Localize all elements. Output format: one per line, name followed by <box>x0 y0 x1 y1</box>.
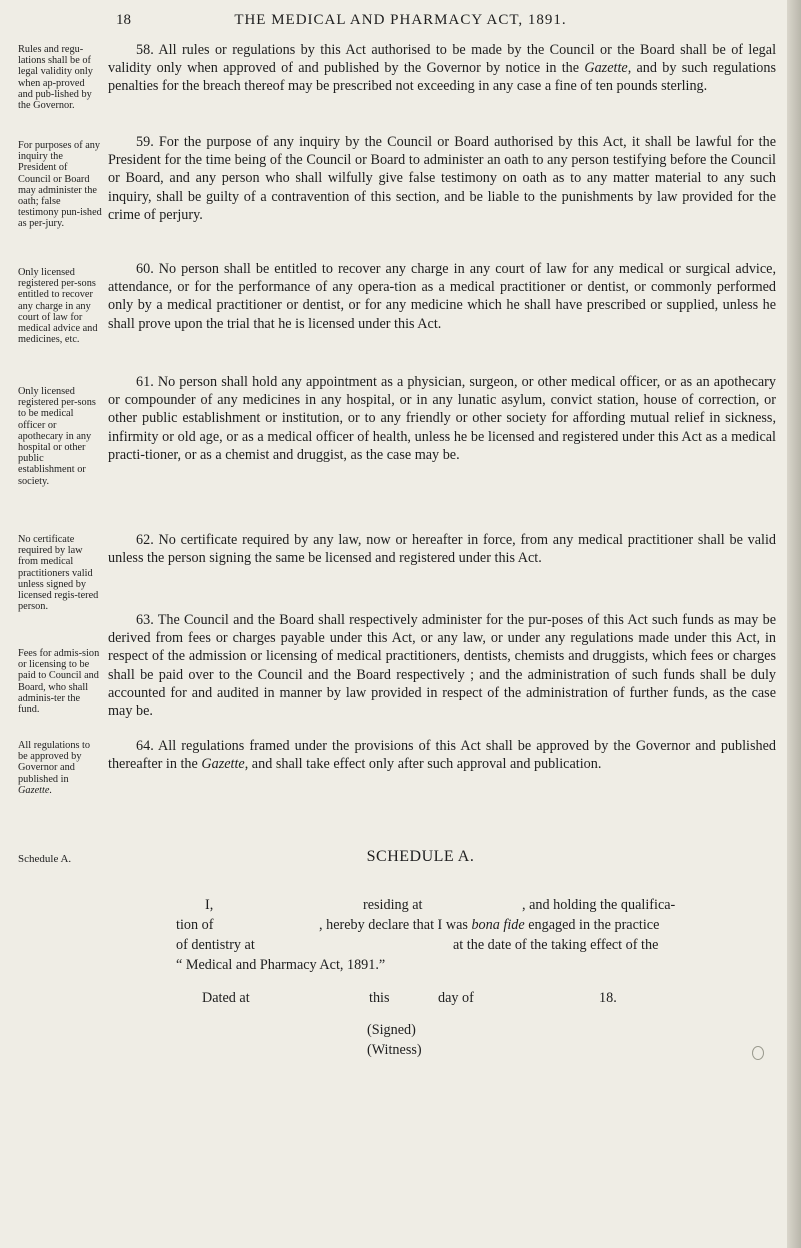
section-number: 60. <box>136 261 154 277</box>
schedule-heading: SCHEDULE A. <box>366 848 475 865</box>
section-text: No person shall be entitled to recover any charge in any court of law for any medical or surgical advice, attendance, or for the performance of any opera-tion as a medical practitioner or dentist, or commonly performed only by a medical practitioner or dentist, or for any medicine which he shall have prescribed or supplied, unless he shall prove upon the trial that he is licensed under this Act. <box>108 261 776 332</box>
margin-note-59: For purposes of any inquiry the President of Council or Board may administer the oath; false testimony pun-ished as per-jury. <box>18 140 102 230</box>
margin-note-italic: Gazette. <box>18 784 53 796</box>
margin-note-64 <box>18 740 102 796</box>
section-text: For the purpose of any inquiry by the Council or Board authorised by this Act, it shall be lawful for the President for the time being of the Council or Board to administer an oath to any person testifying before the Council or Board, and any person who shall wilfully give false testimony on oath as to any matter material to any such inquiry, shall be guilty of a contravention of this section, and be liable to the punishments by law provided for the crime of perjury. <box>108 134 776 223</box>
form-residing-at: residing at <box>363 897 423 913</box>
section-text: No person shall hold any appointment as a physician, surgeon, or other medical officer, or as an apothecary or compounder of any medicines in any hospital, or in any lunatic asylum, convict station, house of correction, or other public establishment or institution, or to any friendly or other society for affording mutual relief in sickness, infirmity or old age, or as a medical officer of health, unless he be licensed and registered under this Act as a medical practi-tioner, or as a chemist and druggist, as the case may be. <box>108 374 777 463</box>
form-day-of: day of <box>438 990 474 1006</box>
section-text: All regulations framed under the provisions of this Act shall be approved by the Governor and published thereafter in the <box>108 738 777 773</box>
section-62 <box>108 531 776 567</box>
section-60 <box>108 260 776 333</box>
section-number: 61. <box>136 374 154 390</box>
form-holding-qualification: , and holding the qualifica- <box>522 897 676 913</box>
section-63 <box>108 611 776 720</box>
running-title: THE MEDICAL AND PHARMACY ACT, 1891. <box>234 12 567 28</box>
page-header <box>0 12 801 34</box>
section-number: 64. <box>136 738 154 754</box>
margin-note-61: Only licensed registered per-sons to be medical officer or apothecary in any hospital or other public establishment or society. <box>18 386 96 487</box>
page-number: 18 <box>116 12 131 28</box>
gazette-italic: Gazette <box>201 756 245 773</box>
form-date-effect: at the date of the taking effect of the <box>453 937 659 953</box>
section-number: 62. <box>136 532 154 548</box>
form-i: I, <box>205 897 214 913</box>
schedule-margin-note: Schedule A. <box>18 853 72 865</box>
form-this: this <box>369 990 390 1006</box>
margin-note-60: Only licensed registered per-sons entitled to recover any charge in any court of law for medical advice and medicines, etc. <box>18 267 98 346</box>
section-64 <box>108 737 776 773</box>
form-act-name: “ Medical and Pharmacy Act, 1891.” <box>176 957 386 973</box>
section-number: 63. <box>136 612 154 628</box>
section-58 <box>108 41 776 96</box>
section-number: 59. <box>136 134 154 150</box>
faint-mark <box>752 1046 764 1060</box>
margin-note-text: All regulations to be approved by Governor and published in <box>18 740 91 785</box>
form-tion-of: tion of <box>176 917 214 933</box>
form-declare <box>319 917 659 934</box>
section-text: All rules or regulations by this Act authorised to be made by the Council or the Board shall be of legal validity only when approved of and published by the Governor by notice in the <box>108 42 777 77</box>
section-text-after: , and by such regulations penalties for the breach thereof may be prescribed not exceeding in any case a fine of ten pounds sterling. <box>108 60 777 95</box>
margin-note-62: No certificate required by law from medical practitioners valid unless signed by licensed regis-tered person. <box>18 534 99 613</box>
form-dated-at: Dated at <box>202 990 250 1006</box>
form-year: 18. <box>599 990 617 1006</box>
form-dentistry-at: of dentistry at <box>176 937 255 953</box>
margin-note-58: Rules and regu-lations shall be of legal validity only when ap-proved and pub-lished by the Governor. <box>18 44 93 112</box>
section-59 <box>108 133 776 224</box>
section-text: The Council and the Board shall respectively administer for the pur-poses of this Act such funds as may be derived from fees or charges payable under this Act, or any law, or under any regulations made under this Act, in respect of the admission or licensing of medical practitioners, dentists, chemists and druggists, which fees or charges shall be paid over to the Council and the Board respectively ; and the administration of such funds shall be duly accounted for and audited in manner by law provided in respect of the administration of further funds, as the case may be. <box>108 612 776 720</box>
form-practice-text: engaged in the practice <box>528 917 660 933</box>
gazette-italic: Gazette <box>584 60 628 77</box>
section-text: No certificate required by any law, now or hereafter in force, from any medical practitioner shall be valid unless the person signing the same be licensed and registered under this Act. <box>108 532 777 567</box>
form-declare-text: , hereby declare that I was <box>319 917 468 933</box>
bona-fide-italic: bona fide <box>471 917 525 933</box>
form-witness: (Witness) <box>367 1042 422 1058</box>
margin-note-63: Fees for admis-sion or licensing to be paid to Council and Board, who shall adminis-ter the fund. <box>18 648 100 716</box>
form-signed: (Signed) <box>367 1022 416 1038</box>
section-61 <box>108 373 776 464</box>
section-text-after: , and shall take effect only after such approval and publication. <box>244 756 602 773</box>
page-edge <box>787 0 801 1248</box>
section-number: 58. <box>136 42 154 58</box>
